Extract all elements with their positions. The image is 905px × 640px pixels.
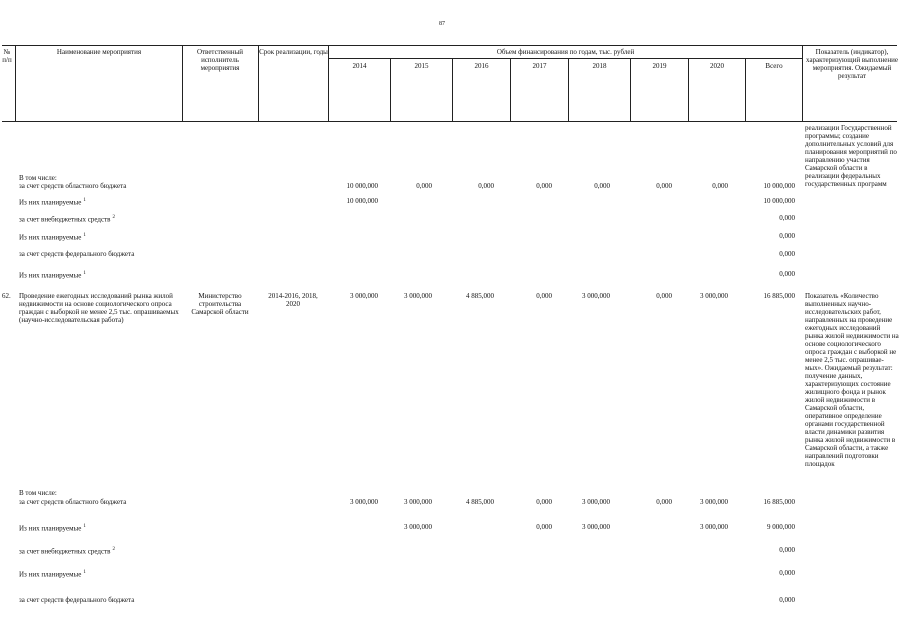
row-value: 3 000,000 xyxy=(404,498,432,506)
header-term: Срок реализации, годы xyxy=(259,48,328,56)
row-value: 3 000,000 xyxy=(350,292,378,300)
row-value: 0,000 xyxy=(594,182,610,190)
row-value: 0,000 xyxy=(536,292,552,300)
page-number: 87 xyxy=(439,21,445,27)
footnote-marker: 2 xyxy=(112,547,115,552)
row-total: 0,000 xyxy=(779,569,795,577)
item62-indicator-text: Показатель «Количество выполненных научно-исследовательских работ, направленных на проведение ежегодных исследований рынка жилой недвижимости на основе социологического опроса граждан с выборкой не менее 2,5 тыс. опрашивае-мых». Ожидаемый результат: получение данных, характеризующих состояние жилищного фонда и рынок жилой недвижимости в Самарской области, оперативное определение органами государственной власти динамики развития рынка жилой недвижимости в Самарской области, а также направлений подготовки площадок xyxy=(805,292,899,468)
block1-indicator-text: реализации Государственной программы; создание дополнительных условий для планирования мероприятий по направлению участия Самарской области в реализации федеральных государственных программ xyxy=(805,124,897,188)
header-num: № п/п xyxy=(2,48,12,64)
header-year: 2020 xyxy=(710,62,724,70)
item62-responsible: Министерство строительства Самарской области xyxy=(191,292,249,316)
row-value: 4 885,000 xyxy=(466,292,494,300)
footnote-marker: 1 xyxy=(83,524,86,529)
row-label: за счет средств федерального бюджета xyxy=(19,250,135,258)
header-divider xyxy=(258,45,259,121)
row-label: за счет средств областного бюджета xyxy=(19,498,127,506)
row-value: 3 000,000 xyxy=(404,292,432,300)
row-label: за счет внебюджетных средств $^2$ xyxy=(19,215,115,224)
row-value: 3 000,000 xyxy=(350,498,378,506)
row-value: 3 000,000 xyxy=(700,498,728,506)
row-label: за счет средств федерального бюджета xyxy=(19,596,135,604)
footnote-marker: 1 xyxy=(83,198,86,203)
row-total: 0,000 xyxy=(779,270,795,278)
row-total: 0,000 xyxy=(779,596,795,604)
header-indicator: Показатель (индикатор), характеризующий выполнение мероприятия. Ожидаемый результат xyxy=(806,48,898,80)
row-value: 10 000,000 xyxy=(346,197,378,205)
row-value: 4 885,000 xyxy=(466,498,494,506)
row-value: 0,000 xyxy=(536,523,552,531)
row-total: 0,000 xyxy=(779,232,795,240)
row-value: 0,000 xyxy=(712,182,728,190)
row-label: за счет средств областного бюджета xyxy=(19,182,127,190)
row-value: 0,000 xyxy=(656,498,672,506)
footnote-marker: 2 xyxy=(112,215,115,220)
header-year: 2015 xyxy=(414,62,429,70)
header-funding-title: Объем финансирования по годам, тыс. рублей xyxy=(496,48,635,56)
row-label: Из них планируемые $^1$ xyxy=(19,570,86,579)
row-total: 0,000 xyxy=(779,546,795,554)
row-value: 0,000 xyxy=(416,182,432,190)
header-year: 2018 xyxy=(592,62,607,70)
row-total: 10 000,000 xyxy=(763,182,795,190)
row-value: 3 000,000 xyxy=(582,498,610,506)
row-value: 3 000,000 xyxy=(700,523,728,531)
block1-v-tom-chisle: В том числе: xyxy=(19,174,57,182)
header-divider xyxy=(802,45,803,121)
item62-num: 62. xyxy=(2,292,11,300)
year-row-top-border xyxy=(328,58,802,59)
row-value: 3 000,000 xyxy=(582,292,610,300)
header-bottom-border xyxy=(2,121,897,122)
row-total: 16 885,000 xyxy=(763,498,795,506)
header-divider xyxy=(182,45,183,121)
header-year: 2014 xyxy=(352,62,367,70)
row-value: 3 000,000 xyxy=(404,523,432,531)
row-total: 0,000 xyxy=(779,250,795,258)
row-value: 0,000 xyxy=(536,498,552,506)
row-value: 0,000 xyxy=(536,182,552,190)
row-label: Из них планируемые $^1$ xyxy=(19,233,86,242)
row-value: 3 000,000 xyxy=(582,523,610,531)
header-responsible: Ответственный исполнитель мероприятия xyxy=(196,48,244,72)
header-divider xyxy=(15,45,16,121)
row-value: 0,000 xyxy=(656,182,672,190)
item62-name: Проведение ежегодных исследований рынка жилой недвижимости на основе социологического опроса граждан с выборкой не менее 2,5 тыс. опрашиваемых (научно-исследовательская работа) xyxy=(19,292,179,324)
header-year: 2016 xyxy=(474,62,489,70)
header-year: 2019 xyxy=(652,62,667,70)
header-year-total: Всего xyxy=(765,62,783,70)
row-label: Из них планируемые $^1$ xyxy=(19,524,86,533)
row-total: 10 000,000 xyxy=(763,197,795,205)
row-value: 0,000 xyxy=(656,292,672,300)
row-total: 0,000 xyxy=(779,214,795,222)
header-name: Наименование мероприятия xyxy=(56,48,142,56)
row-total: 9 000,000 xyxy=(767,523,795,531)
row-label: Из них планируемые $^1$ xyxy=(19,198,86,207)
row-label: за счет внебюджетных средств $^2$ xyxy=(19,547,115,556)
row-label: Из них планируемые $^1$ xyxy=(19,271,86,280)
header-top-border xyxy=(2,45,897,46)
item62-term: 2014-2016, 2018, 2020 xyxy=(268,292,318,308)
row-value: 10 000,000 xyxy=(346,182,378,190)
footnote-marker: 1 xyxy=(83,570,86,575)
footnote-marker: 1 xyxy=(83,233,86,238)
footnote-marker: 1 xyxy=(83,271,86,276)
row-value: 3 000,000 xyxy=(700,292,728,300)
row-value: 0,000 xyxy=(478,182,494,190)
header-divider xyxy=(328,45,329,121)
item62-v-tom-chisle: В том числе: xyxy=(19,489,57,497)
header-year: 2017 xyxy=(532,62,547,70)
row-total: 16 885,000 xyxy=(763,292,795,300)
